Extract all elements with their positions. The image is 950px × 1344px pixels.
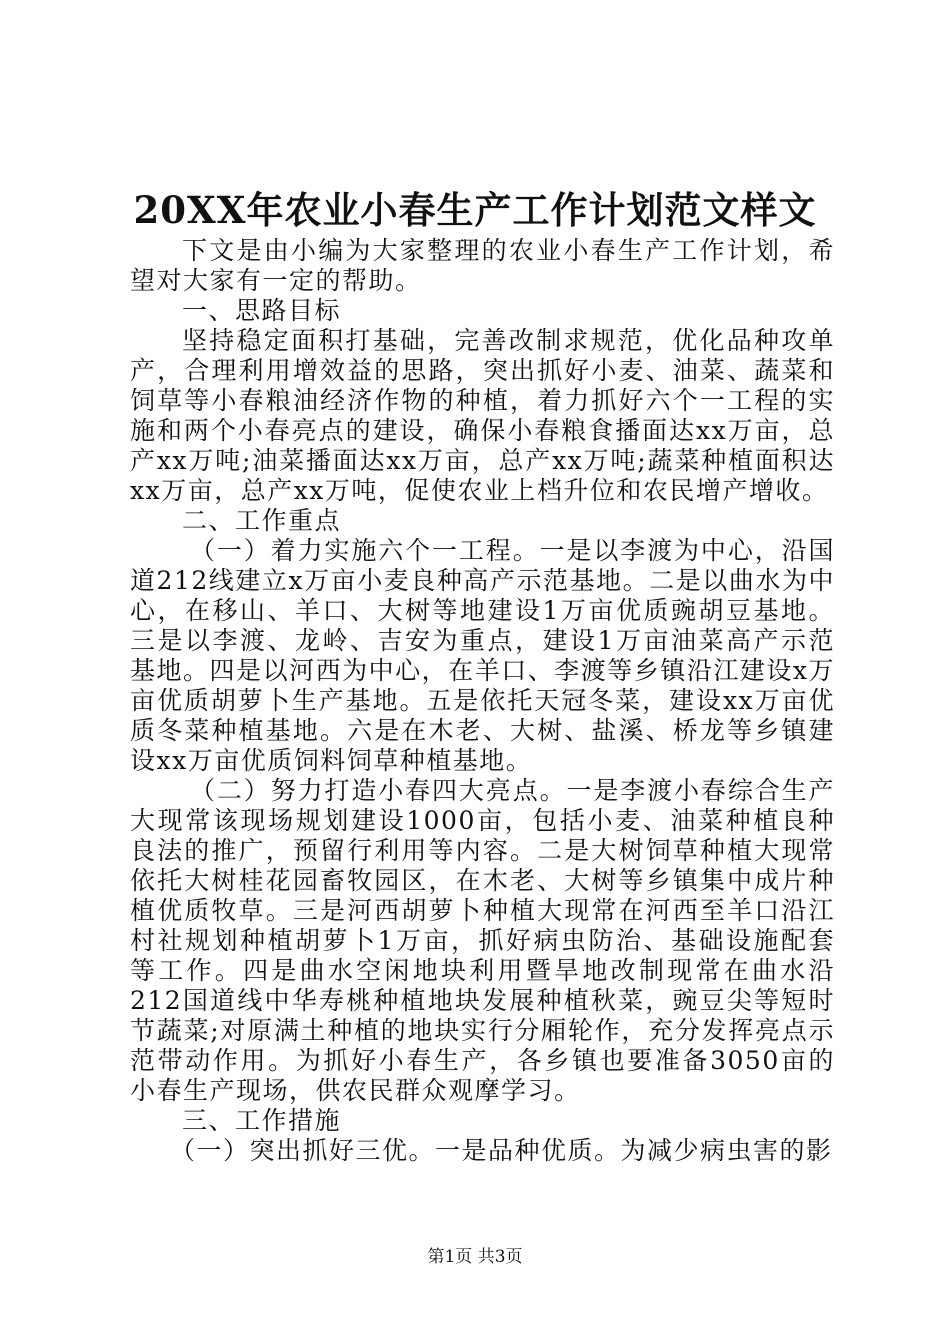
intro-paragraph: 下文是由小编为大家整理的农业小春生产工作计划，希望对大家有一定的帮助。 bbox=[130, 236, 835, 295]
body-paragraph: （一）突出抓好三优。一是品种优质。为减少病虫害的影 bbox=[170, 1136, 833, 1165]
section-heading-3: 三、工作措施 bbox=[182, 1106, 342, 1135]
body-paragraph: （二）努力打造小春四大亮点。一是李渡小春综合生产大现常该现场规划建设1000亩，包括小麦、油菜种植良种良法的推广，预留行利用等内容。二是大树饲草种植大现常依托大树桂花园畜牧园区，在木老、大树等乡镇集中成片种植优质牧草。三是河西胡萝卜种植大现常在河西至羊口沿江村社规划种植胡萝卜1万亩，抓好病虫防治、基础设施配套等工作。四是曲水空闲地块利用暨旱地改制现常在曲水沿212国道线中华寿桃种植地块发展种植秋菜，豌豆尖等短时节蔬菜;对原满土种植的地块实行分厢轮作，充分发挥亮点示范带动作用。为抓好小春生产，各乡镇也要准备3050亩的小春生产现场，供农民群众观摩学习。 bbox=[130, 776, 835, 1105]
section-heading-1: 一、思路目标 bbox=[182, 296, 342, 325]
body-paragraph: 坚持稳定面积打基础，完善改制求规范，优化品种攻单产，合理利用增效益的思路，突出抓好小麦、油菜、蔬菜和饲草等小春粮油经济作物的种植，着力抓好六个一工程的实施和两个小春亮点的建设，确保小春粮食播面达xx万亩，总产xx万吨;油菜播面达xx万亩，总产xx万吨;蔬菜种植面积达xx万亩，总产xx万吨，促使农业上档升位和农民增产增收。 bbox=[130, 326, 835, 505]
body-paragraph: （一）着力实施六个一工程。一是以李渡为中心，沿国道212线建立x万亩小麦良种高产示范基地。二是以曲水为中心，在移山、羊口、大树等地建设1万亩优质豌胡豆基地。三是以李渡、龙岭、吉安为重点，建设1万亩油菜高产示范基地。四是以河西为中心，在羊口、李渡等乡镇沿江建设x万亩优质胡萝卜生产基地。五是依托天冠冬菜，建设xx万亩优质冬菜种植基地。六是在木老、大树、盐溪、桥龙等乡镇建设xx万亩优质饲料饲草种植基地。 bbox=[130, 536, 835, 775]
document-title: 20XX年农业小春生产工作计划范文样文 bbox=[133, 188, 817, 232]
document-body bbox=[130, 236, 835, 1166]
section-heading-2: 二、工作重点 bbox=[182, 506, 342, 535]
page-number-footer: 第1页 共3页 bbox=[427, 1247, 523, 1267]
